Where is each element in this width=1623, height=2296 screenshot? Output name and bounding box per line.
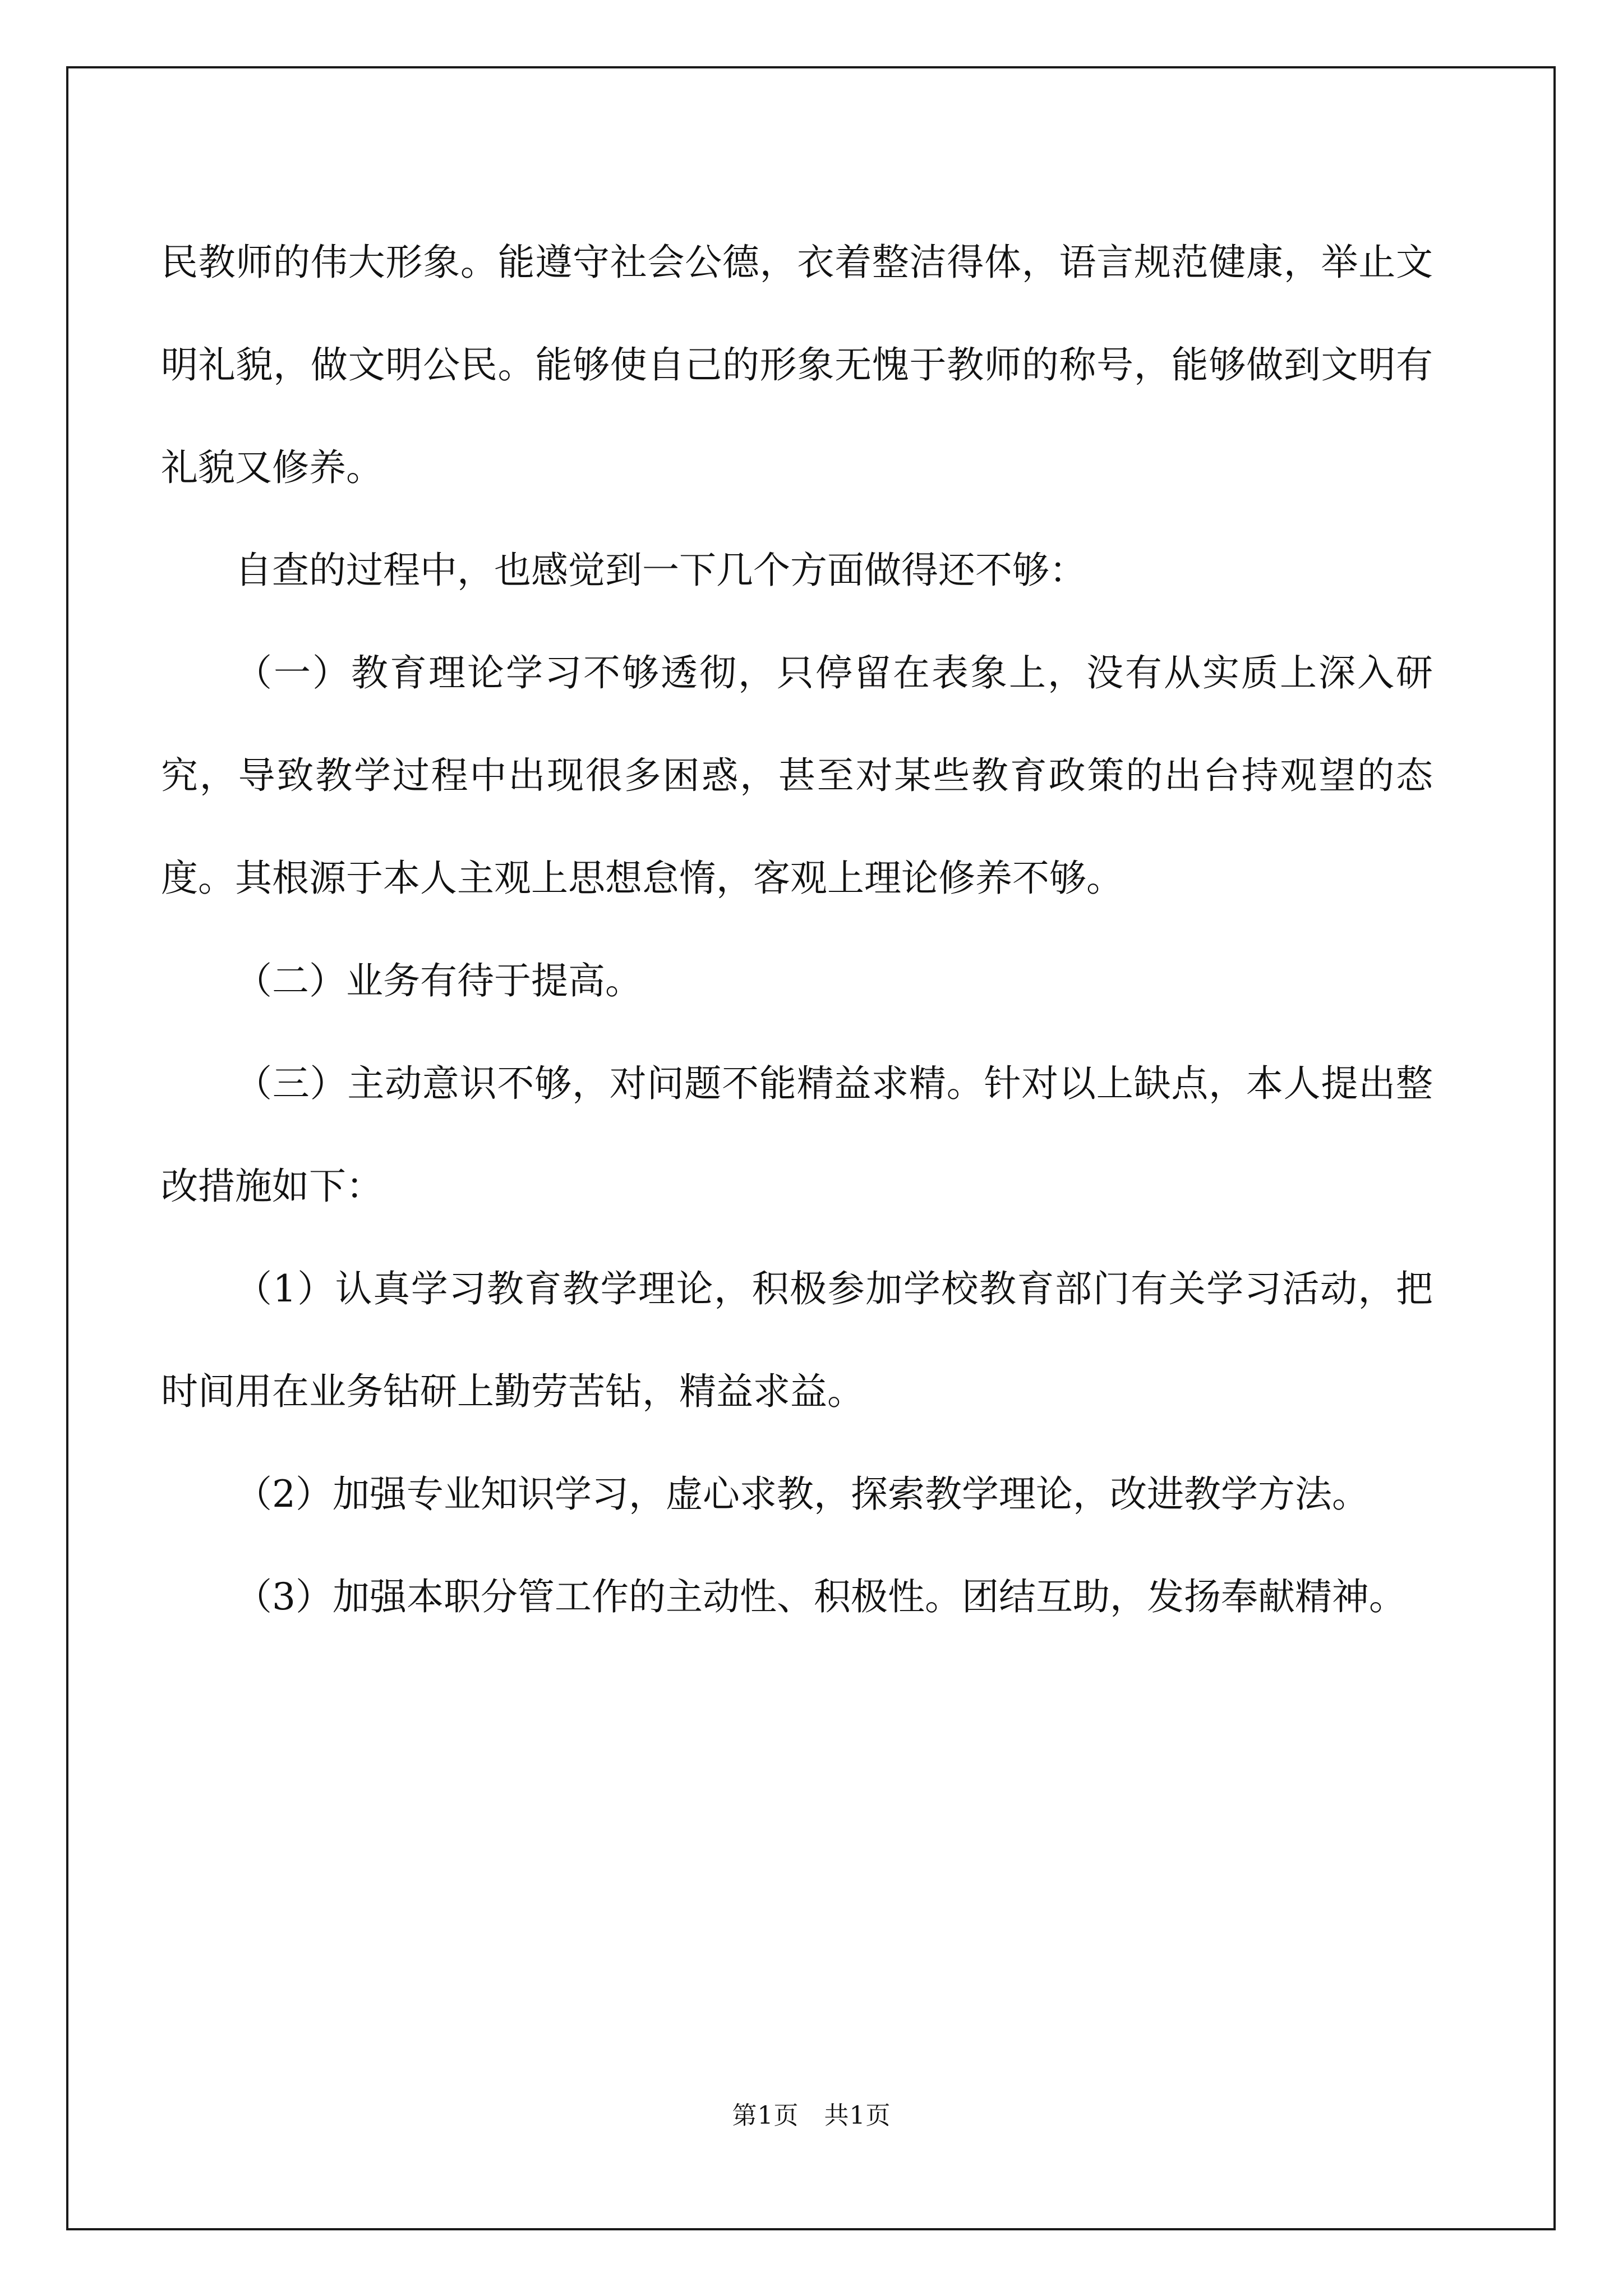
paragraph-measure-2: （2）加强专业知识学习，虚心求教，探索教学理论，改进教学方法。 xyxy=(235,1473,1369,1516)
paragraph-self-check-intro: 自查的过程中，也感觉到一下几个方面做得还不够： xyxy=(235,549,1086,592)
paragraph-issue-3: （三）主动意识不够，对问题不能精益求精。针对以上缺点，本人提出整改措施如下： xyxy=(161,1062,1433,1208)
paragraph-issue-1: （一）教育理论学习不够透彻，只停留在表象上，没有从实质上深入研究，导致教学过程中出现很多困惑，甚至对某些教育政策的出台持观望的态度。其根源于本人主观上思想怠惰，客观上理论修养不够。 xyxy=(161,651,1433,900)
paragraph-measure-1: （1）认真学习教育教学理论，积极参加学校教育部门有关学习活动，把时间用在业务钻研上勤劳苦钻，精益求益。 xyxy=(161,1267,1433,1413)
paragraph-measure-3: （3）加强本职分管工作的主动性、积极性。团结互助，发扬奉献精神。 xyxy=(235,1575,1406,1618)
document-body xyxy=(161,211,1433,1648)
page-number-footer: 第1页 共1页 xyxy=(732,2101,891,2130)
paragraph-issue-2: （二）业务有待于提高。 xyxy=(235,959,642,1002)
paragraph-continuation: 民教师的伟大形象。能遵守社会公德，衣着整洁得体，语言规范健康，举止文明礼貌，做文明公民。能够使自己的形象无愧于教师的称号，能够做到文明有礼貌又修养。 xyxy=(161,241,1433,489)
